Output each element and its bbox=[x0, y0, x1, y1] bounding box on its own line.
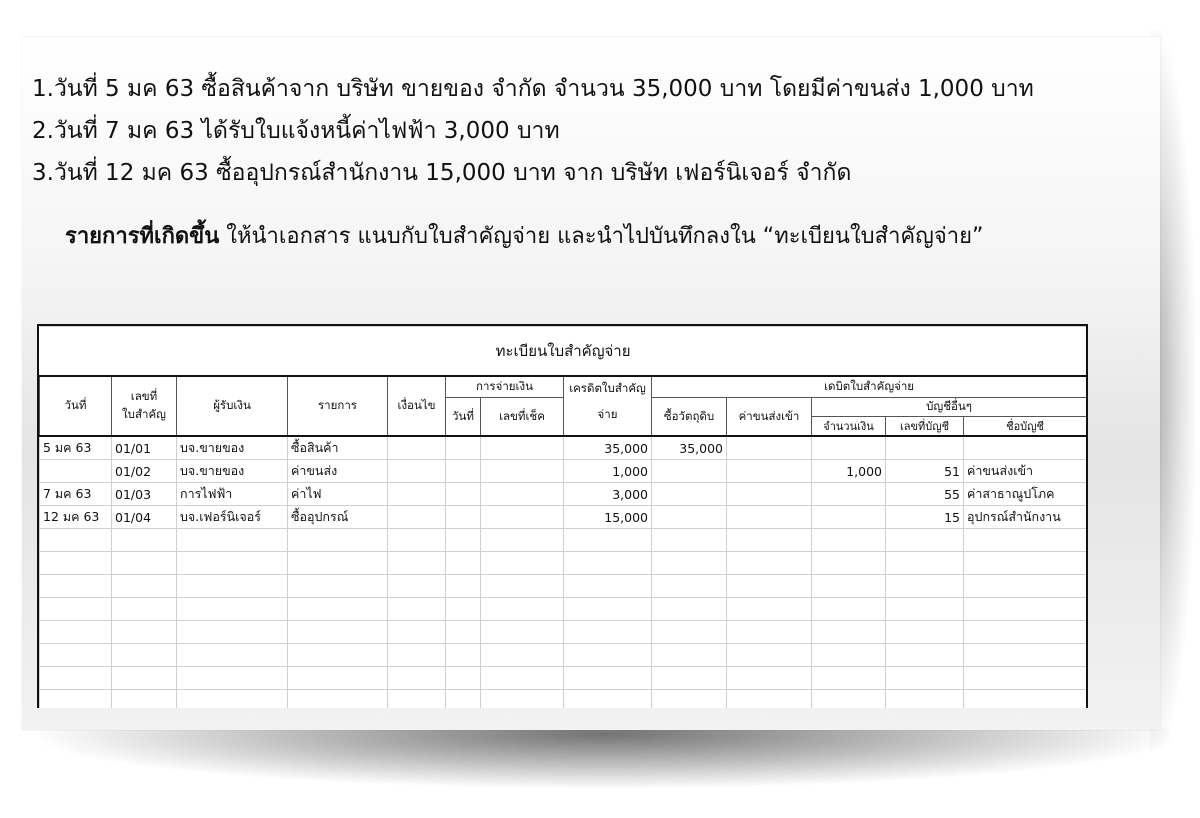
cell-freight-in bbox=[727, 460, 812, 483]
cell-voucher: 01/01 bbox=[112, 436, 177, 460]
cell-amount bbox=[812, 436, 886, 460]
empty-table-row bbox=[40, 644, 1087, 667]
cell-date: 12 มค 63 bbox=[40, 506, 112, 529]
header-voucher-no-2: ใบสำคัญ bbox=[122, 407, 166, 421]
cell-credit: 3,000 bbox=[564, 483, 652, 506]
cell-voucher: 01/02 bbox=[112, 460, 177, 483]
header-date: วันที่ bbox=[40, 376, 112, 436]
cell-payee: บจ.เฟอร์นิเจอร์ bbox=[177, 506, 288, 529]
cell-freight-in bbox=[727, 436, 812, 460]
table-row bbox=[40, 506, 1087, 529]
empty-table-row bbox=[40, 667, 1087, 690]
cell-account-name: ค่าขนส่งเข้า bbox=[964, 460, 1087, 483]
cell-voucher: 01/03 bbox=[112, 483, 177, 506]
header-other-accounts: บัญชีอื่นๆ bbox=[812, 398, 1087, 417]
cell-item: ค่าขนส่ง bbox=[288, 460, 388, 483]
task-note bbox=[65, 218, 983, 253]
cell-raw-material bbox=[652, 483, 727, 506]
header-credit-2: จ่าย bbox=[597, 407, 618, 421]
cell-account-name: อุปกรณ์สำนักงาน bbox=[964, 506, 1087, 529]
cell-item: ซื้อสินค้า bbox=[288, 436, 388, 460]
header-credit bbox=[564, 376, 652, 436]
cell-account-no bbox=[886, 436, 964, 460]
empty-table-row bbox=[40, 575, 1087, 598]
instruction-2: 2.วันที่ 7 มค 63 ได้รับใบแจ้งหนี้ค่าไฟฟ้า 3,000 บาท bbox=[32, 118, 560, 144]
cell-credit: 1,000 bbox=[564, 460, 652, 483]
cell-item: ค่าไฟ bbox=[288, 483, 388, 506]
empty-table-row bbox=[40, 529, 1087, 552]
table-row bbox=[40, 436, 1087, 460]
cell-credit: 15,000 bbox=[564, 506, 652, 529]
cell-freight-in bbox=[727, 506, 812, 529]
register-title: ทะเบียนใบสำคัญจ่าย bbox=[40, 327, 1087, 377]
header-payee: ผู้รับเงิน bbox=[177, 376, 288, 436]
cell-amount bbox=[812, 483, 886, 506]
cell-date bbox=[40, 460, 112, 483]
empty-table-row bbox=[40, 552, 1087, 575]
header-freight-in: ค่าขนส่งเข้า bbox=[727, 398, 812, 437]
header-voucher-no bbox=[112, 376, 177, 436]
payment-voucher-register bbox=[37, 324, 1088, 708]
cell-amount: 1,000 bbox=[812, 460, 886, 483]
task-note-text: ให้นำเอกสาร แนบกับใบสำคัญจ่าย และนำไปบันทึกลงใน “ทะเบียนใบสำคัญจ่าย” bbox=[219, 224, 984, 249]
table-row bbox=[40, 483, 1087, 506]
header-raw-material: ซื้อวัตถุดิบ bbox=[652, 398, 727, 437]
register-table bbox=[39, 326, 1087, 708]
cell-date: 5 มค 63 bbox=[40, 436, 112, 460]
cell-payee: บจ.ขายของ bbox=[177, 460, 288, 483]
cell-credit: 35,000 bbox=[564, 436, 652, 460]
header-condition: เงื่อนไข bbox=[388, 376, 446, 436]
cell-voucher: 01/04 bbox=[112, 506, 177, 529]
cell-date: 7 มค 63 bbox=[40, 483, 112, 506]
header-item: รายการ bbox=[288, 376, 388, 436]
cell-amount bbox=[812, 506, 886, 529]
header-cheque-no: เลขที่เช็ค bbox=[481, 398, 564, 437]
cell-freight-in bbox=[727, 483, 812, 506]
cell-payee: การไฟฟ้า bbox=[177, 483, 288, 506]
empty-rows bbox=[40, 529, 1087, 709]
empty-table-row bbox=[40, 598, 1087, 621]
cell-payee: บจ.ขายของ bbox=[177, 436, 288, 460]
cell-raw-material bbox=[652, 460, 727, 483]
task-note-bold: รายการที่เกิดขึ้น bbox=[65, 224, 220, 249]
header-debit: เดบิตใบสำคัญจ่าย bbox=[652, 376, 1087, 398]
empty-table-row bbox=[40, 690, 1087, 709]
header-credit-1: เครดิตใบสำคัญ bbox=[569, 381, 646, 395]
cell-account-no: 15 bbox=[886, 506, 964, 529]
cell-raw-material: 35,000 bbox=[652, 436, 727, 460]
header-payment: การจ่ายเงิน bbox=[446, 376, 564, 398]
cell-item: ซื้ออุปกรณ์ bbox=[288, 506, 388, 529]
cell-raw-material bbox=[652, 506, 727, 529]
cell-account-no: 55 bbox=[886, 483, 964, 506]
cell-account-name bbox=[964, 436, 1087, 460]
cell-account-no: 51 bbox=[886, 460, 964, 483]
instruction-3: 3.วันที่ 12 มค 63 ซื้ออุปกรณ์สำนักงาน 15,000 บาท จาก บริษัท เฟอร์นิเจอร์ จำกัด bbox=[32, 160, 852, 186]
header-amount: จำนวนเงิน bbox=[812, 417, 886, 437]
instruction-1: 1.วันที่ 5 มค 63 ซื้อสินค้าจาก บริษัท ขายของ จำกัด จำนวน 35,000 บาท โดยมีค่าขนส่ง 1,000 บาท bbox=[32, 76, 1034, 102]
header-account-name: ชื่อบัญชี bbox=[964, 417, 1087, 437]
table-row bbox=[40, 460, 1087, 483]
header-account-no: เลขที่บัญชี bbox=[886, 417, 964, 437]
header-voucher-no-1: เลขที่ bbox=[130, 389, 158, 403]
cell-account-name: ค่าสาธาณูปโภค bbox=[964, 483, 1087, 506]
empty-table-row bbox=[40, 621, 1087, 644]
header-pay-date: วันที่ bbox=[446, 398, 481, 437]
paper-shadow-bottom bbox=[40, 728, 1170, 788]
